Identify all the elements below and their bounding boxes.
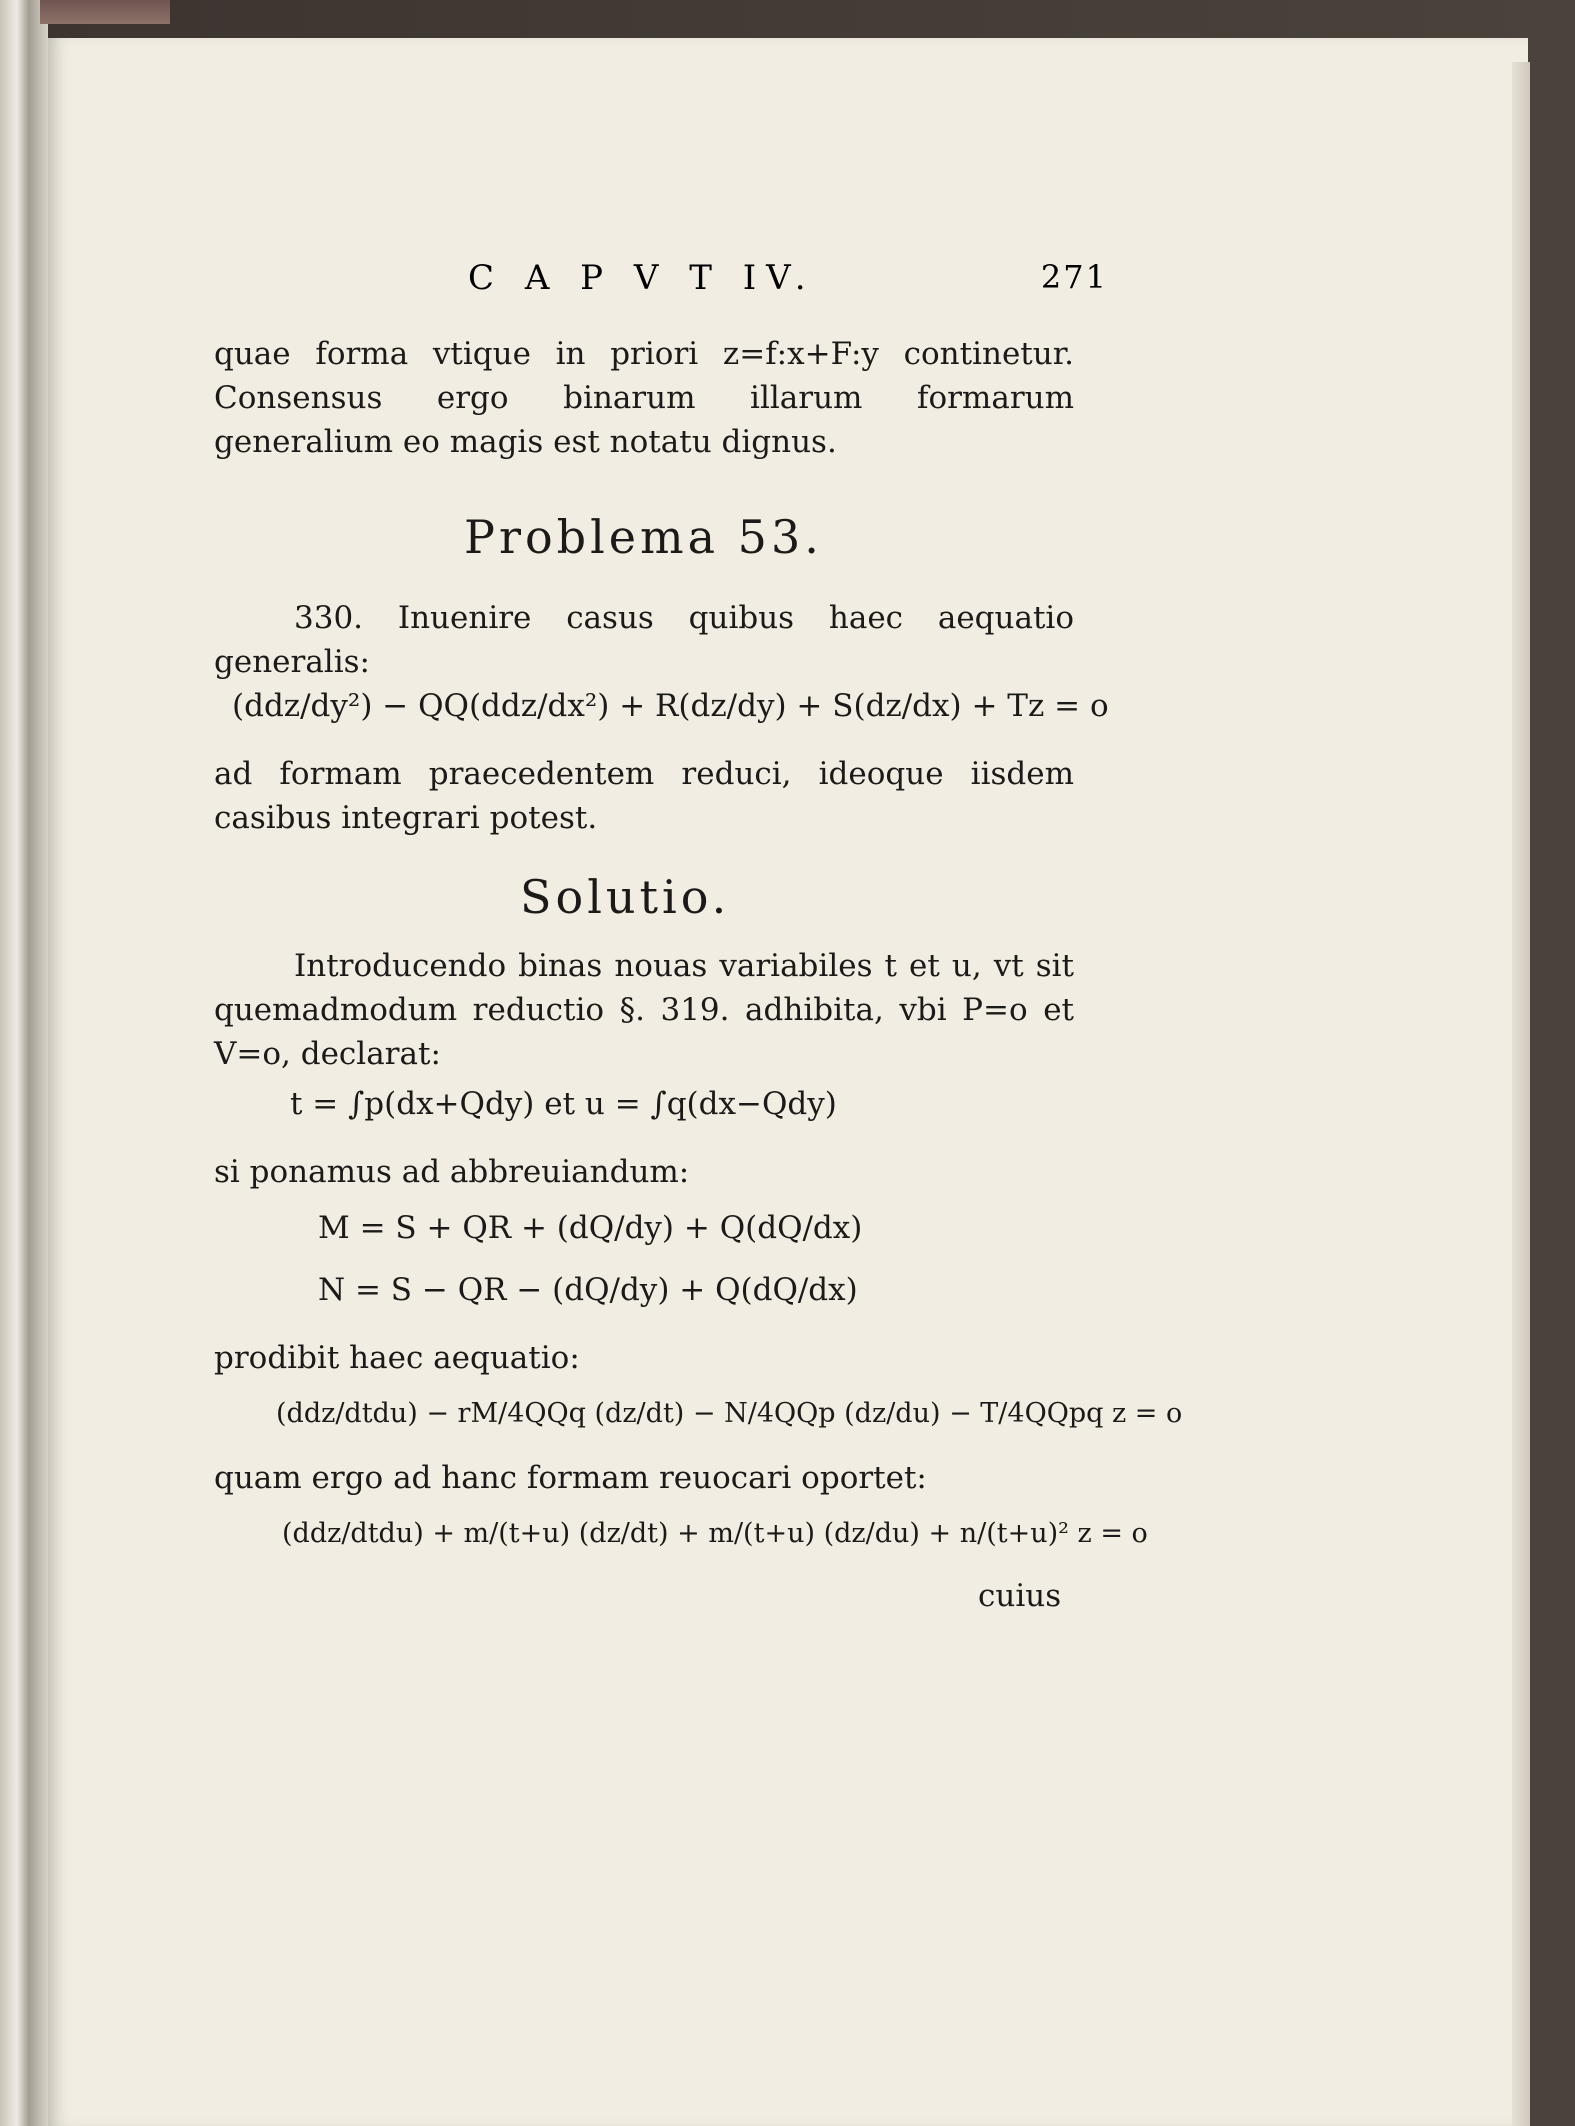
binding-top — [40, 0, 170, 24]
equation-6: (ddz/dtdu) + m/(t+u) (dz/dt) + m/(t+u) (dz/du) + n/(t+u)² z = o — [282, 1518, 1148, 1549]
paragraph-1: quae forma vtique in priori z=f:x+F:y continetur. Consensus ergo binarum illarum formarum generalium eo magis est notatu dignus. — [214, 336, 1074, 460]
paragraph-6: prodibit haec aequatio: — [214, 1340, 580, 1376]
equation-3: M = S + QR + (dQ/dy) + Q(dQ/dx) — [318, 1210, 863, 1246]
paragraph-problem: 330. Inuenire casus quibus haec aequatio generalis: — [214, 600, 1074, 680]
catchword: cuius — [978, 1578, 1062, 1614]
equation-1: (ddz/dy²) − QQ(ddz/dx²) + R(dz/dy) + S(dz/dx) + Tz = o — [232, 688, 1109, 724]
equation-5: (ddz/dtdu) − rM/4QQq (dz/dt) − N/4QQp (dz/du) − T/4QQpq z = o — [276, 1398, 1183, 1429]
equation-4: N = S − QR − (dQ/dy) + Q(dQ/dx) — [318, 1272, 858, 1308]
paragraph-5: si ponamus ad abbreuiandum: — [214, 1154, 690, 1190]
paragraph-7: quam ergo ad hanc formam reuocari oportet: — [214, 1460, 927, 1496]
paragraph-4: Introducendo binas nouas variabiles t et u, vt sit quemadmodum reductio §. 319. adhibita, vbi P=o et V=o, declarat: — [214, 948, 1074, 1072]
page-number: 271 — [1040, 258, 1108, 296]
paragraph-3: ad formam praecedentem reduci, ideoque iisdem casibus integrari potest. — [214, 756, 1074, 836]
book-spine-edge — [0, 0, 48, 2126]
page-fore-edge — [1512, 62, 1530, 2126]
equation-2: t = ∫p(dx+Qdy) et u = ∫q(dx−Qdy) — [290, 1086, 837, 1122]
solution-heading: Solutio. — [520, 870, 731, 924]
problem-heading: Problema 53. — [464, 510, 823, 564]
running-title: C A P V T IV. — [468, 258, 816, 298]
running-header — [468, 258, 1108, 298]
